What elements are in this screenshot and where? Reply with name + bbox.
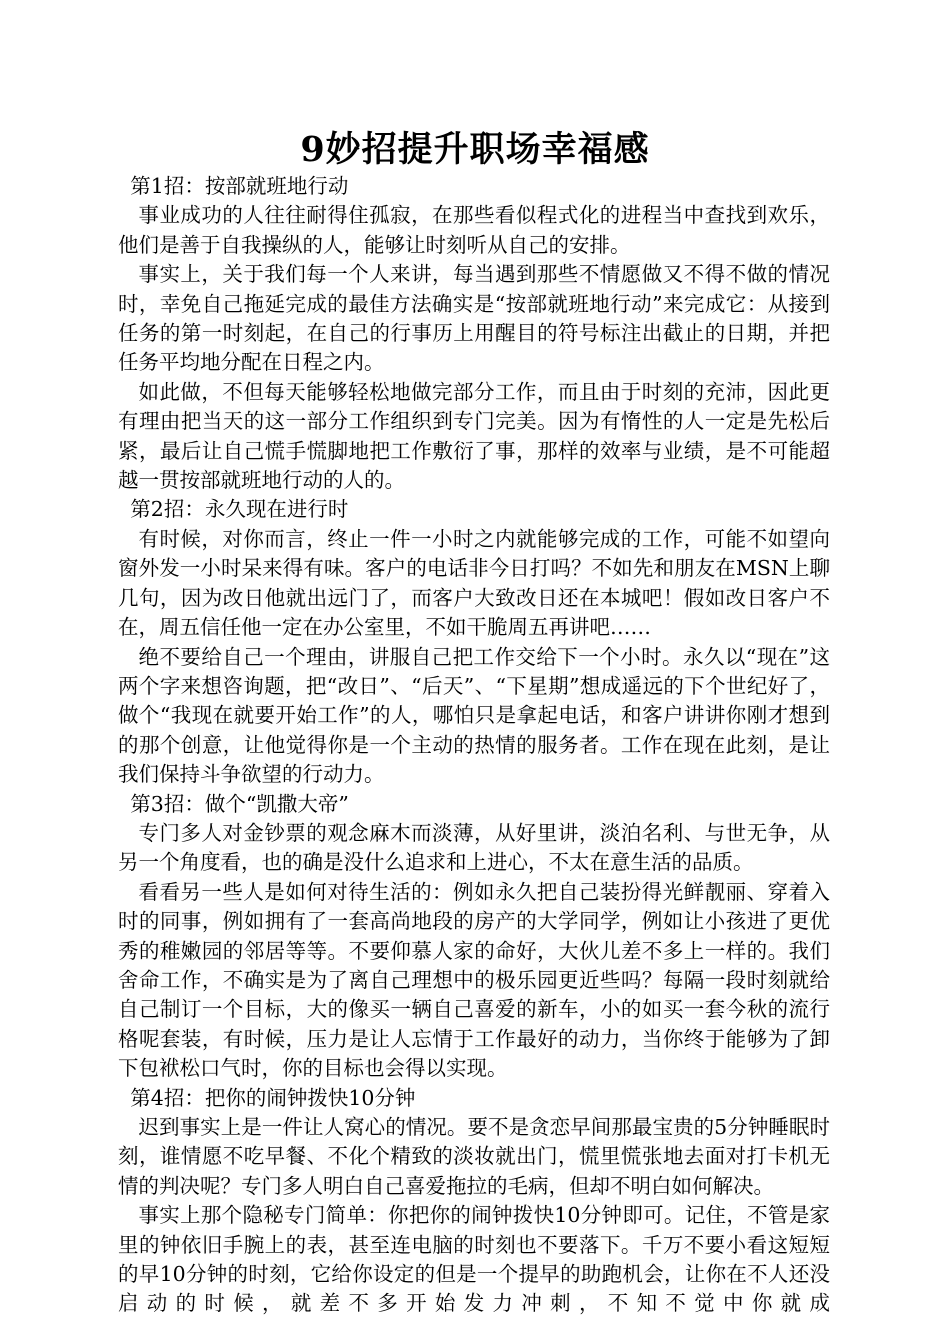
paragraph: 专门多人对金钞票的观念麻木而淡薄，从好里讲，淡泊名利、与世无争，从另一个角度看，也的确是没什么追求和上进心，不太在意生活的品质。 bbox=[118, 820, 830, 875]
paragraph: 迟到事实上是一件让人窝心的情况。要不是贪恋早间那最宝贵的5分钟睡眠时刻，谁情愿不吃早餐、不化个精致的淡妆就出门，慌里慌张地去面对打卡机无情的判决呢？专门多人明白自己喜爱拖拉的毛病，但却不明白如何解决。 bbox=[118, 1115, 830, 1198]
paragraph: 绝不要给自己一个理由，讲服自己把工作交给下一个小时。永久以“现在”这两个字来想咨询题，把“改日”、“后天”、“下星期”想成遥远的下个世纪好了，做个“我现在就要开始工作”的人，哪怕只是拿起电话，和客户讲讲你刚才想到的那个创意，让他觉得你是一个主动的热情的服务者。工作在现在此刻，是让我们保持斗争欲望的行动力。 bbox=[118, 644, 830, 787]
paragraph-continued: 事实上那个隐秘专门简单：你把你的闹钟拨快10分钟即可。记住，不管是家里的钟依旧手腕上的表，甚至连电脑的时刻也不要落下。千万不要小看这短短的早10分钟的时刻，它给你设定的但是一个提早的助跑机会，让你在不人还没启动的时候，就差不多开始发力冲刺，不知不觉中你就成 bbox=[118, 1203, 830, 1316]
document-title: 9妙招提升职场幸福感 bbox=[300, 129, 650, 170]
section-heading-3: 第3招：做个“凯撒大帝” bbox=[130, 791, 349, 816]
paragraph: 有时候，对你而言，终止一件一小时之内就能够完成的工作，可能不如望向窗外发一小时呆来得有味。客户的电话非今日打吗？不如先和朋友在MSN上聊几句，因为改日他就出远门了，而客户大致改日还在本城吧！假如改日客户不在，周五信任他一定在办公室里，不如干脆周五再讲吧…… bbox=[118, 526, 830, 640]
section-heading-4: 第4招：把你的闹钟拨快10分钟 bbox=[130, 1085, 416, 1110]
document-body bbox=[118, 172, 830, 1319]
paragraph: 如此做，不但每天能够轻松地做完部分工作，而且由于时刻的充沛，因此更有理由把当天的这一部分工作组织到专门完美。因为有惰性的人一定是先松后紧，最后让自己慌手慌脚地把工作敷衍了事，那样的效率与业绩，是不可能超越一贯按部就班地行动的人的。 bbox=[118, 379, 830, 493]
paragraph: 看看另一些人是如何对待生活的：例如永久把自己装扮得光鲜靓丽、穿着入时的同事，例如拥有了一套高尚地段的房产的大学同学，例如让小孩进了更优秀的稚嫩园的邻居等等。不要仰慕人家的命好，大伙儿差不多上一样的。我们舍命工作，不确实是为了离自己理想中的极乐园更近些吗？每隔一段时刻就给自己制订一个目标，大的像买一辆自己喜爱的新车，小的如买一套今秋的流行格呢套装，有时候，压力是让人忘情于工作最好的动力，当你终于能够为了卸下包袱松口气时，你的目标也会得以实现。 bbox=[118, 879, 830, 1081]
paragraph: 事实上，关于我们每一个人来讲，每当遇到那些不情愿做又不得不做的情况时，幸免自己拖延完成的最佳方法确实是“按部就班地行动”来完成它：从接到任务的第一时刻起，在自己的行事历上用醒目的符号标注出截止的日期，并把任务平均地分配在日程之内。 bbox=[118, 262, 830, 375]
paragraph: 事业成功的人往往耐得住孤寂，在那些看似程式化的进程当中查找到欢乐，他们是善于自我操纵的人，能够让时刻听从自己的安排。 bbox=[118, 203, 830, 257]
section-heading-1: 第1招：按部就班地行动 bbox=[130, 174, 349, 198]
section-heading-2: 第2招：永久现在进行时 bbox=[130, 497, 349, 522]
